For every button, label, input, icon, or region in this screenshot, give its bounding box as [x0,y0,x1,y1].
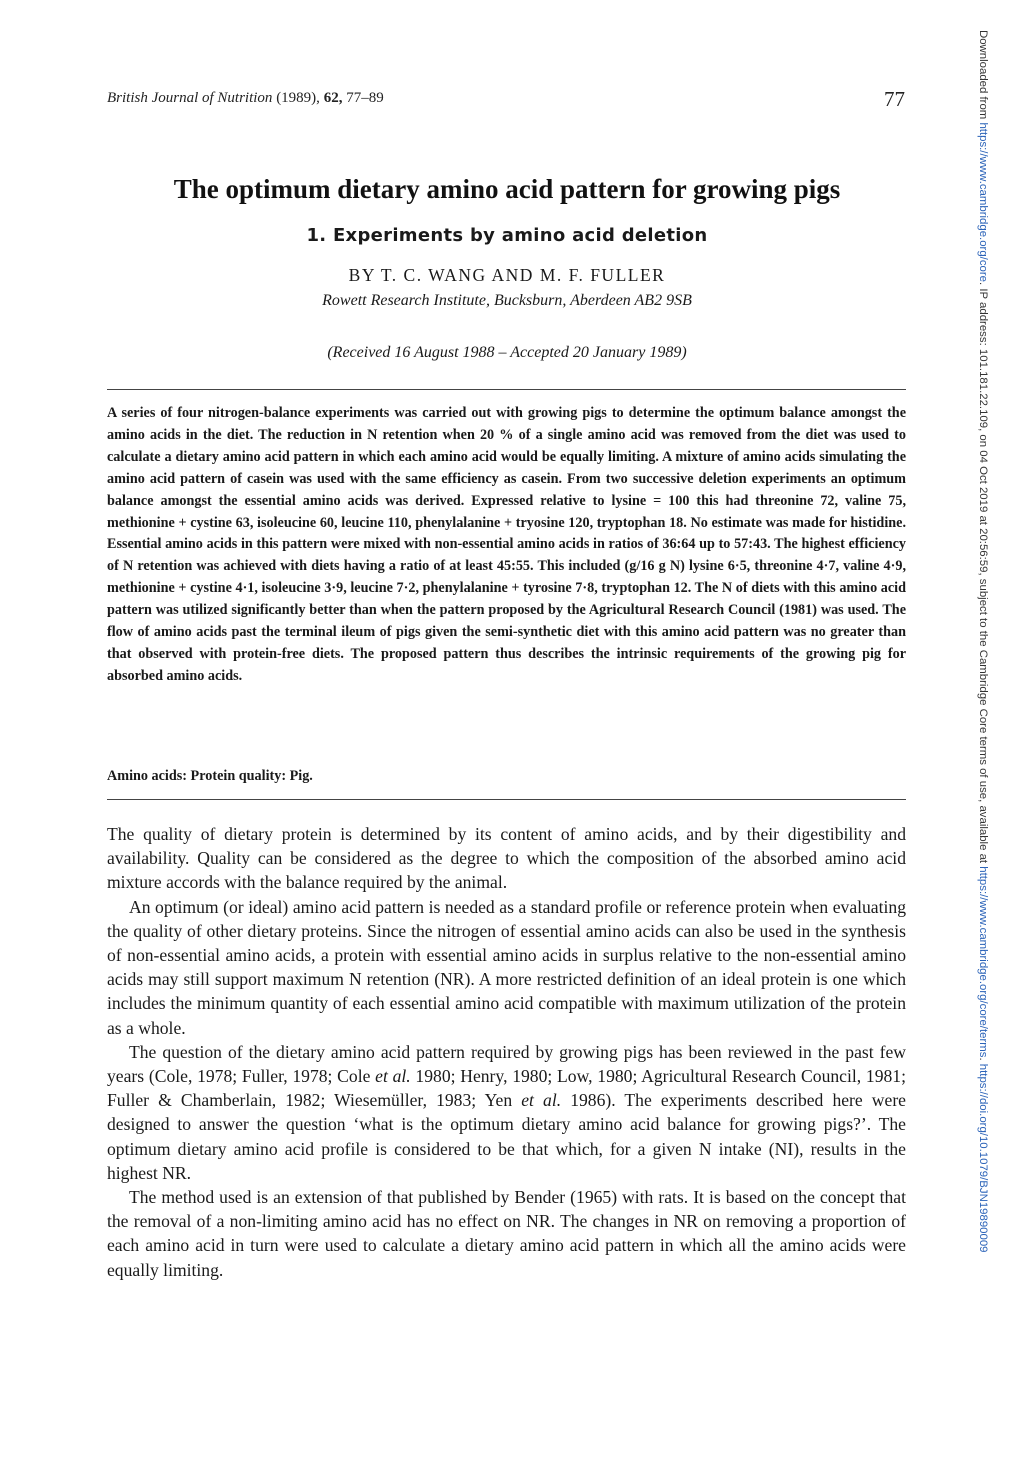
author-affiliation: Rowett Research Institute, Bucksburn, Aberdeen AB2 9SB [322,292,692,309]
et-al-1: et al. [375,1066,411,1087]
journal-name: British Journal of Nutrition [107,90,273,106]
keywords: Amino acids: Protein quality: Pig. [107,768,313,784]
download-notice-middle: . IP address: 101.181.22.109, on 04 Oct 2019 at 20:56:59, subject to the Cambridge Core terms of use, available at [977,282,989,867]
paragraph-3-text-b: 1980; Henry, 1980; Low, 1980; Agricultural Research Council, 1981; Fuller & Chamberlain, 1982; Wiesemüller, 1983; Yen [107,1066,906,1111]
terms-link[interactable]: https://www.cambridge.org/core/terms [977,866,989,1058]
abstract-top-rule [107,389,906,390]
paragraph-3-text-c: 1986). The experiments described here were designed to answer the question ‘what is the optimum dietary amino acid balance for growing pigs?’. The optimum dietary amino acid profile is considered to be that which, for a given N intake (NI), results in the highest NR. [107,1090,906,1183]
journal-citation [107,90,384,107]
abstract-text: A series of four nitrogen-balance experiments was carried out with growing pigs to determine the optimum balance amongst the amino acids in the diet. The reduction in N retention when 20 % of a single amino acid was removed from the diet was used to calculate a dietary amino acid pattern in which each amino acid would be equally limiting. A mixture of amino acids simulating the amino acid pattern of casein was used with the same efficiency as casein. From two successive deletion experiments an optimum balance amongst the essential amino acids was derived. Expressed relative to lysine = 100 this had threonine 72, valine 75, methionine + cystine 63, isoleucine 60, leucine 110, phenylalanine + tryosine 120, tryptophan 18. No estimate was made for histidine. Essential amino acids in this pattern were mixed with non-essential amino acids in ratios of 36:64 up to 57:43. The highest efficiency of N retention was achieved with diets having a ratio of at least 45:55. This included (g/16 g N) lysine 6·5, threonine 4·7, valine 4·9, methionine + cystine 4·1, isoleucine 3·9, leucine 7·2, phenylalanine + tyrosine 7·8, tryptophan 12. The N of diets with this amino acid pattern was utilized significantly better than when the pattern proposed by the Agricultural Research Council (1981) was used. The flow of amino acids past the terminal ileum of pigs given the semi-synthetic diet with this amino acid pattern was no greater than that observed with protein-free diets. The proposed pattern thus describes the intrinsic requirements of the growing pig for absorbed amino acids. [107,405,906,684]
article-body [107,822,906,1282]
download-notice-prefix: Downloaded from [977,30,989,123]
article-authors: BY T. C. WANG AND M. F. FULLER [348,265,666,285]
article-subtitle: 1. Experiments by amino acid deletion [306,225,708,246]
download-notice [977,30,989,1253]
article-title: The optimum dietary amino acid pattern for growing pigs [173,174,841,204]
download-notice-sep: . [977,1057,989,1064]
body-paragraph-4: The method used is an extension of that published by Bender (1965) with rats. It is based on the concept that the removal of a non-limiting amino acid has no effect on NR. The changes in NR on removing a proportion of each amino acid in turn were used to calculate a dietary amino acid pattern in which all the amino acids were equally limiting. [107,1187,906,1280]
received-dates: (Received 16 August 1988 – Accepted 20 January 1989) [327,344,687,361]
page-number: 77 [884,87,905,111]
paragraph-3-text-a: The question of the dietary amino acid pattern required by growing pigs has been reviewed in the past few years (Cole, 1978; Fuller, 1978; Cole [107,1041,906,1087]
et-al-2: et al. [521,1090,562,1111]
body-paragraph-2: An optimum (or ideal) amino acid pattern is needed as a standard profile or reference protein when evaluating the quality of other dietary proteins. Since the nitrogen of essential amino acids can also be used in the synthesis of non-essential amino acids, a protein with essential amino acids in surplus relative to the non-essential amino acids may still support maximum N retention (NR). A more restricted definition of an ideal protein is one which includes the minimum quantity of each essential amino acid compatible with maximum utilization of the protein as a whole. [107,896,906,1038]
journal-year: (1989), [276,90,320,106]
journal-volume: 62, [323,90,343,106]
abstract-bottom-rule [107,799,906,800]
body-paragraph-1: The quality of dietary protein is determined by its content of amino acids, and by their digestibility and availability. Quality can be considered as the degree to which the composition of the absorbed amino acid mixture accords with the balance required by the animal. [107,824,906,893]
body-paragraph-3 [107,1040,906,1185]
cambridge-core-link[interactable]: https://www.cambridge.org/core [977,122,989,282]
journal-pages: 77–89 [346,90,384,106]
doi-link[interactable]: https://doi.org/10.1079/BJN19890009 [977,1063,989,1253]
